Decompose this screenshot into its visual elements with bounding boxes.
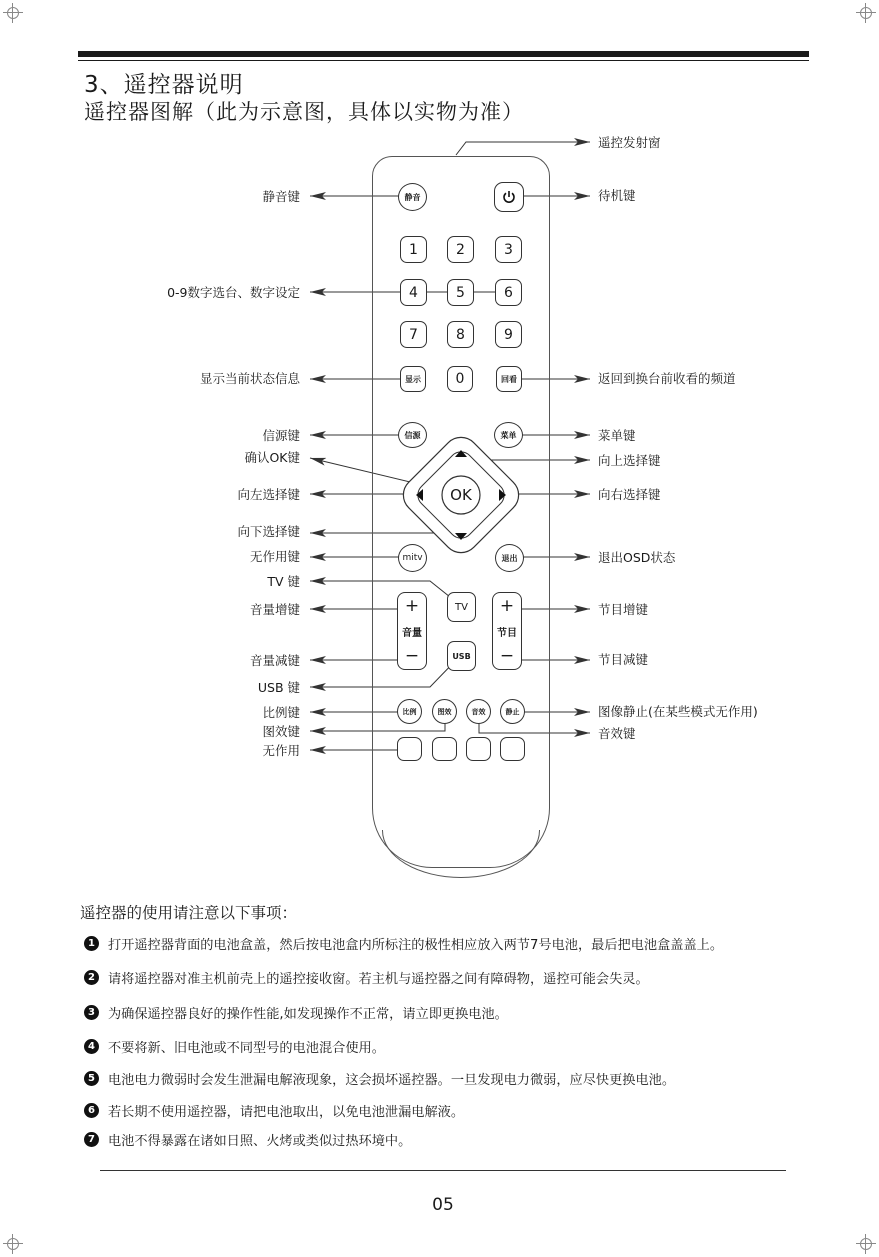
- label-mute: 静音键: [262, 189, 300, 204]
- bullet-icon: 4: [84, 1039, 99, 1054]
- color-key-2[interactable]: [432, 737, 457, 761]
- bullet-icon: 6: [84, 1103, 99, 1118]
- bullet-icon: 1: [84, 936, 99, 951]
- label-ch-up: 节目增键: [598, 602, 649, 617]
- label-recall: 返回到换台前收看的频道: [598, 371, 736, 386]
- digit-9-button[interactable]: 9: [495, 321, 522, 348]
- digit-6-button[interactable]: 6: [495, 279, 522, 306]
- digit-4-button[interactable]: 4: [400, 279, 427, 306]
- label-aspect: 比例键: [262, 705, 300, 720]
- label-ok: 确认OK键: [244, 450, 300, 465]
- label-ir-window: 遥控发射窗: [598, 135, 661, 150]
- bullet-icon: 5: [84, 1071, 99, 1086]
- note-item: [84, 968, 649, 987]
- bullet-icon: 3: [84, 1005, 99, 1020]
- note-item: [84, 1037, 385, 1056]
- bullet-icon: 7: [84, 1132, 99, 1147]
- digit-8-button[interactable]: 8: [447, 321, 474, 348]
- label-picture: 图效键: [262, 724, 300, 739]
- volume-down-button[interactable]: −: [404, 646, 420, 666]
- label-ch-down: 节目减键: [598, 652, 649, 667]
- color-key-1[interactable]: [397, 737, 422, 761]
- aspect-button[interactable]: 比例: [397, 699, 422, 724]
- label-source: 信源键: [262, 428, 300, 443]
- bullet-icon: 2: [84, 970, 99, 985]
- display-button[interactable]: 显示: [400, 366, 426, 392]
- usb-button[interactable]: USB: [447, 641, 476, 671]
- label-sound: 音效键: [598, 726, 636, 741]
- label-down: 向下选择键: [237, 524, 300, 539]
- menu-button[interactable]: 菜单: [494, 422, 523, 448]
- volume-up-button[interactable]: +: [404, 596, 420, 616]
- ok-button[interactable]: OK: [450, 486, 472, 504]
- sound-button[interactable]: 音效: [466, 699, 491, 724]
- label-vol-down: 音量减键: [249, 653, 300, 668]
- note-text: 请将遥控器对准主机前壳上的遥控接收窗。若主机与遥控器之间有障碍物，遥控可能会失灵。: [108, 972, 649, 987]
- label-right: 向右选择键: [598, 487, 661, 502]
- note-text: 电池电力微弱时会发生泄漏电解液现象，这会损坏遥控器。一旦发现电力微弱，应尽快更换电池。: [108, 1073, 676, 1088]
- digit-3-button[interactable]: 3: [495, 236, 522, 263]
- label-exit: 退出OSD状态: [598, 550, 676, 565]
- digit-0-button[interactable]: 0: [447, 366, 473, 392]
- note-item: [84, 1069, 675, 1088]
- channel-up-button[interactable]: +: [499, 596, 515, 616]
- digit-2-button[interactable]: 2: [447, 236, 474, 263]
- down-button[interactable]: [442, 518, 478, 548]
- note-text: 若长期不使用遥控器，请把电池取出，以免电池泄漏电解液。: [108, 1105, 465, 1120]
- footer-rule: [100, 1170, 786, 1171]
- label-vol-up: 音量增键: [249, 602, 300, 617]
- diagram-subtitle: 遥控器图解（此为示意图，具体以实物为准）: [84, 100, 524, 124]
- label-usb: USB 键: [257, 680, 300, 695]
- label-up: 向上选择键: [598, 453, 661, 468]
- label-display: 显示当前状态信息: [199, 371, 300, 386]
- volume-rocker: [397, 592, 427, 670]
- note-text: 电池不得暴露在诸如日照、火烤或类似过热环境中。: [108, 1134, 412, 1149]
- right-button[interactable]: [487, 478, 517, 512]
- digit-1-button[interactable]: 1: [400, 236, 427, 263]
- exit-button[interactable]: 退出: [495, 544, 524, 572]
- label-standby: 待机键: [598, 188, 636, 203]
- page-number: 05: [432, 1195, 454, 1215]
- tv-button[interactable]: TV: [447, 592, 476, 622]
- label-digits: 0-9数字选台、数字设定: [167, 285, 300, 300]
- label-freeze: 图像静止(在某些模式无作用): [598, 704, 758, 719]
- color-key-3[interactable]: [466, 737, 491, 761]
- note-item: [84, 1101, 464, 1120]
- picture-button[interactable]: 图效: [432, 699, 457, 724]
- recall-button[interactable]: 回看: [496, 366, 522, 392]
- freeze-button[interactable]: 静止: [500, 699, 525, 724]
- note-text: 为确保遥控器良好的操作性能,如发现操作不正常，请立即更换电池。: [108, 1007, 508, 1022]
- note-item: [84, 934, 723, 953]
- notes-title: 遥控器的使用请注意以下事项：: [80, 904, 298, 922]
- label-menu: 菜单键: [598, 428, 636, 443]
- note-text: 打开遥控器背面的电池盒盖，然后按电池盒内所标注的极性相应放入两节7号电池，最后把电池盒盖盖上。: [108, 938, 724, 953]
- note-item: [84, 1130, 411, 1149]
- section-title: 3、遥控器说明: [84, 72, 244, 98]
- channel-label: 节目: [497, 628, 517, 639]
- channel-down-button[interactable]: −: [499, 646, 515, 666]
- note-item: [84, 1003, 508, 1022]
- power-icon: [502, 190, 516, 204]
- digit-5-button[interactable]: 5: [447, 279, 474, 306]
- label-no-function: 无作用: [262, 743, 300, 758]
- mute-button[interactable]: 静音: [398, 183, 427, 211]
- digit-7-button[interactable]: 7: [400, 321, 427, 348]
- color-key-4[interactable]: [500, 737, 525, 761]
- note-text: 不要将新、旧电池或不同型号的电池混合使用。: [108, 1041, 385, 1056]
- label-tv: TV 键: [267, 574, 300, 589]
- label-left: 向左选择键: [237, 487, 300, 502]
- mitv-button[interactable]: mitv: [398, 544, 427, 572]
- source-button[interactable]: 信源: [398, 422, 427, 448]
- volume-label: 音量: [402, 628, 422, 639]
- label-no-function-key: 无作用键: [249, 549, 300, 564]
- left-button[interactable]: [404, 478, 434, 512]
- up-button[interactable]: [442, 440, 478, 470]
- power-button[interactable]: [494, 182, 524, 212]
- channel-rocker: [492, 592, 522, 670]
